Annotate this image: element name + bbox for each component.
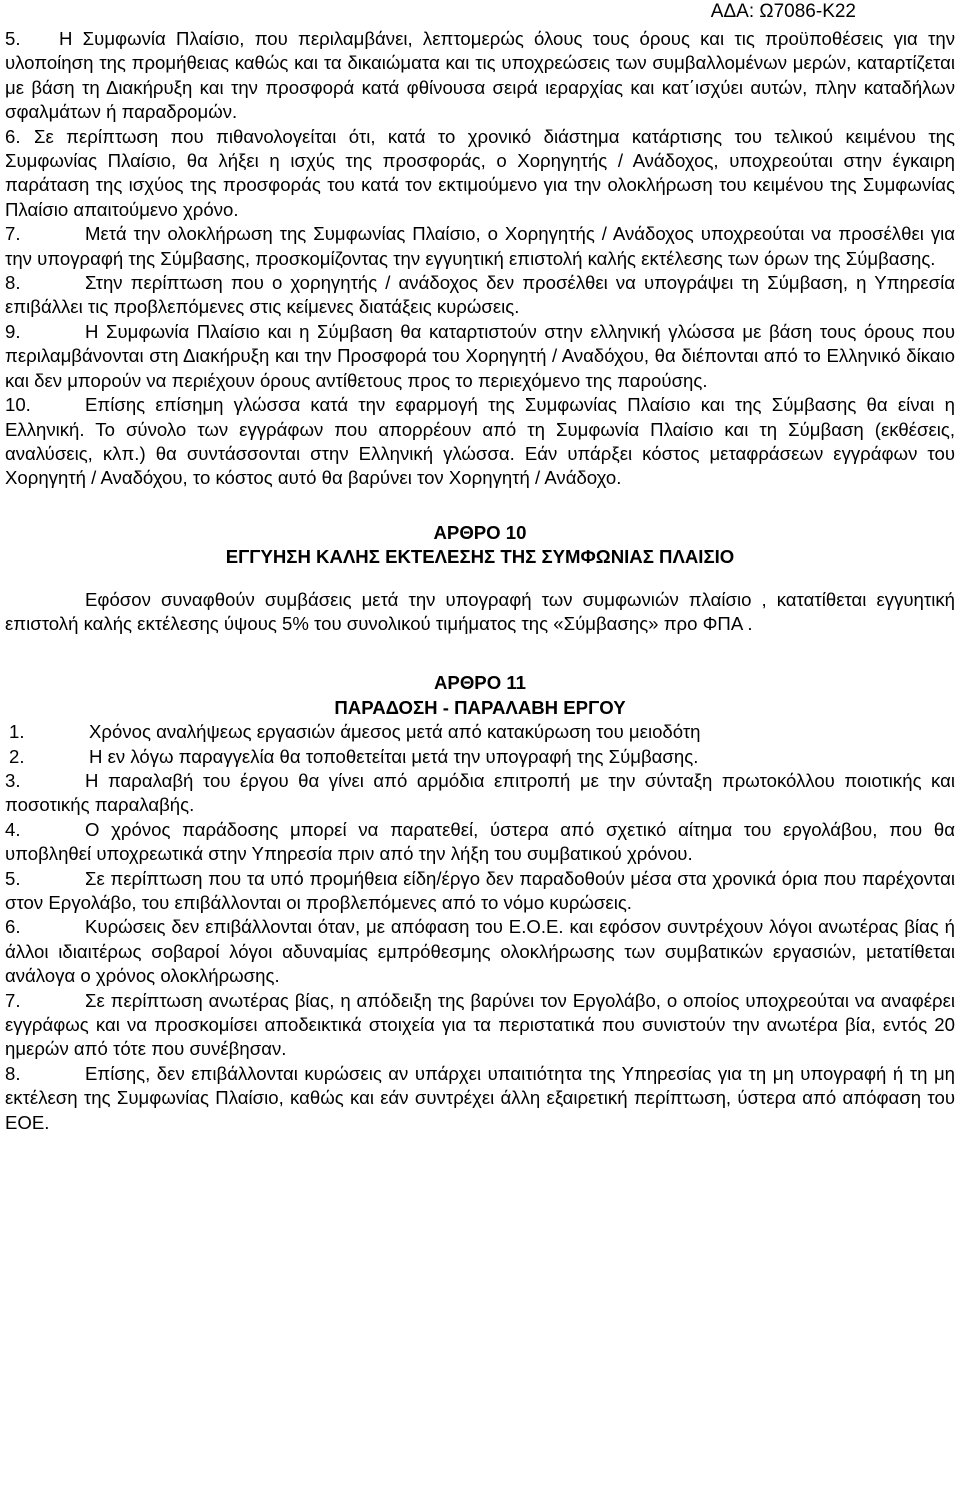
list-item-number: 8. (5, 1062, 21, 1084)
list-item (5, 989, 955, 1062)
list-item (5, 867, 955, 916)
list-item (5, 915, 955, 988)
paragraph-9 (5, 320, 955, 393)
article-title: ΑΡΘΡΟ 10 (433, 521, 527, 543)
list-item-text: Επίσης, δεν επιβάλλονται κυρώσεις αν υπάρχει υπαιτιότητα της Υπηρεσίας για τη μη υπογραφή ή τη μη εκτέλεση της Συμφωνίας Πλαίσιο, καθώς και εάν συντρέχει άλλη εξαιρετική περίπτωση, ύστερα από απόφαση του ΕΟΕ. (5, 1062, 955, 1133)
list-item-number: 2. (9, 745, 25, 767)
list-item-text: Σε περίπτωση ανωτέρας βίας, η απόδειξη της βαρύνει τον Εργολάβο, ο οποίος υποχρεούται να αναφέρει εγγράφως και να προσκομίσει αποδεικτικά στοιχεία για τα περιστατικά που συνιστούν την ανωτέρα βία, εντός 20 ημερών από τότε που συνέβησαν. (5, 989, 955, 1060)
list-item-text: Η παραλαβή του έργου θα γίνει από αρμόδια επιτροπή με την σύνταξη πρωτοκόλλου ποιοτικής και ποσοτικής παραλαβής. (5, 769, 955, 816)
paragraph-text: Στην περίπτωση που ο χορηγητής / ανάδοχος δεν προσέλθει να υπογράψει τη Σύμβαση, η Υπηρεσία επιβάλλει τις προβλεπόμενες στις κείμενες διατάξεις κυρώσεις. (5, 272, 955, 318)
list-item-text: Ο χρόνος παράδοσης μπορεί να παρατεθεί, ύστερα από σχετικό αίτημα του εργολάβου, που θα υποβληθεί υποχρεωτικά στην Υπηρεσία πριν από την λήξη του συμβατικού χρόνου. (5, 818, 955, 865)
document-body (5, 27, 955, 1135)
list-item-text: Χρόνος αναλήψεως εργασιών άμεσος μετά από κατακύρωση του μειοδότη (89, 721, 701, 743)
article-11-heading (5, 671, 955, 720)
paragraph-8 (5, 271, 955, 320)
article-title: ΑΡΘΡΟ 11 (434, 672, 526, 694)
list-item-number: 7. (5, 989, 21, 1011)
list-item (5, 745, 955, 769)
paragraph-number: 8. (5, 272, 21, 294)
list-item-text: Η εν λόγω παραγγελία θα τοποθετείται μετά την υπογραφή της Σύμβασης. (89, 745, 699, 767)
article-10-text: Εφόσον συναφθούν συμβάσεις μετά την υπογραφή των συμφωνιών πλαίσιο , κατατίθεται εγγυητική επιστολή καλής εκτέλεσης ύψους 5% του συνολικού τιμήματος της «Σύμβασης» προ ΦΠΑ . (5, 588, 955, 634)
paragraph-text: Η Συμφωνία Πλαίσιο και η Σύμβαση θα καταρτιστούν στην ελληνική γλώσσα με βάση τους όρους που περιλαμβάνονται στη Διακήρυξη και την Προσφορά του Χορηγητή / Αναδόχου, θα διέπονται από το Ελληνικό δίκαιο και δεν μπορούν να περιέχουν όρους αντίθετους προς το περιεχόμενο της παρούσης. (5, 320, 955, 391)
article-subtitle: ΠΑΡΑΔΟΣΗ - ΠΑΡΑΛΑΒΗ ΕΡΓΟΥ (334, 696, 626, 718)
paragraph-6 (5, 125, 955, 223)
list-item (5, 1062, 955, 1135)
ada-code: ΑΔΑ: Ω7086-Κ22 (710, 1, 856, 22)
paragraph-number: 5. (5, 28, 21, 49)
list-item (5, 720, 955, 744)
paragraph-number: 9. (5, 320, 21, 342)
list-item-number: 5. (5, 867, 21, 889)
list-item-number: 3. (5, 769, 21, 791)
paragraph-number: 6. (5, 125, 21, 147)
paragraph-number: 10. (5, 394, 31, 416)
paragraph-number: 7. (5, 223, 21, 245)
article-subtitle: ΕΓΓΥΗΣΗ ΚΑΛΗΣ ΕΚΤΕΛΕΣΗΣ ΤΗΣ ΣΥΜΦΩΝΙΑΣ ΠΛΑΙΣΙΟ (225, 546, 735, 568)
list-item-text: Κυρώσεις δεν επιβάλλονται όταν, με απόφαση του Ε.Ο.Ε. και εφόσον συντρέχουν λόγοι ανωτέρας βίας ή άλλοι ιδιαιτέρως σοβαροί λόγοι αδυναμίας εμπρόθεσμης ολοκλήρωσης των συμβατικών εργασιών, μετατίθεται ανάλογα ο χρόνος ολοκλήρωσης. (5, 916, 955, 987)
list-item-number: 6. (5, 916, 21, 938)
paragraph-text: Η Συμφωνία Πλαίσιο, που περιλαμβάνει, λεπτομερώς όλους τους όρους και τις προϋποθέσεις για την υλοποίηση της προμήθειας καθώς και τα δικαιώματα και τις υποχρεώσεις των συμβαλλομένων μερών, καταρτίζεται με βάση τη Διακήρυξη και την προσφορά κατά φθίνουσα σειρά ιεραρχίας και κατ΄ισχύει αυτών, πλην καταδήλων σφαλμάτων ή παραδρομών. (5, 28, 955, 123)
list-item-number: 1. (9, 721, 25, 743)
paragraph-text: Μετά την ολοκλήρωση της Συμφωνίας Πλαίσιο, ο Χορηγητής / Ανάδοχος υποχρεούται να προσέλθει για την υπογραφή της Σύμβασης, προσκομίζοντας την εγγυητική επιστολή καλής εκτέλεσης των όρων της Σύμβασης. (5, 223, 955, 269)
paragraph-text: Επίσης επίσημη γλώσσα κατά την εφαρμογή της Συμφωνίας Πλαίσιο και της Σύμβασης θα είναι η Ελληνική. Το σύνολο των εγγράφων που απορρέουν από τη Συμφωνία Πλαίσιο και τη Σύμβαση (εκθέσεις, αναλύσεις, κλπ.) θα συντάσσονται στην Ελληνική γλώσσα. Εάν υπάρξει κόστος μεταφράσεων εγγράφων του Χορηγητή / Αναδόχου, το κόστος αυτό θα βαρύνει τον Χορηγητή / Ανάδοχο. (5, 394, 955, 489)
paragraph-7 (5, 222, 955, 271)
list-item (5, 818, 955, 867)
paragraph-5 (5, 27, 955, 125)
list-item-number: 4. (5, 818, 21, 840)
list-item (5, 769, 955, 818)
article-10-heading (5, 521, 955, 570)
article-11-list (5, 720, 955, 1135)
paragraph-10 (5, 393, 955, 491)
paragraph-text: Σε περίπτωση που πιθανολογείται ότι, κατά το χρονικό διάστημα κατάρτισης του τελικού κειμένου της Συμφωνίας Πλαίσιο, θα λήξει η ισχύς της προσφοράς, ο Χορηγητής / Ανάδοχος, υποχρεούται στην έγκαιρη παράταση της ισχύος της προσφοράς του κατά τον εκτιμούμενο για την ολοκλήρωση του κειμένου της Συμφωνίας Πλαίσιο απαιτούμενο χρόνο. (5, 125, 955, 220)
list-item-text: Σε περίπτωση που τα υπό προμήθεια είδη/έργο δεν παραδοθούν μέσα στα χρονικά όρια που παρέχονται στον Εργολάβο, του επιβάλλονται οι προβλεπόμενες από το νόμο κυρώσεις. (5, 867, 955, 913)
